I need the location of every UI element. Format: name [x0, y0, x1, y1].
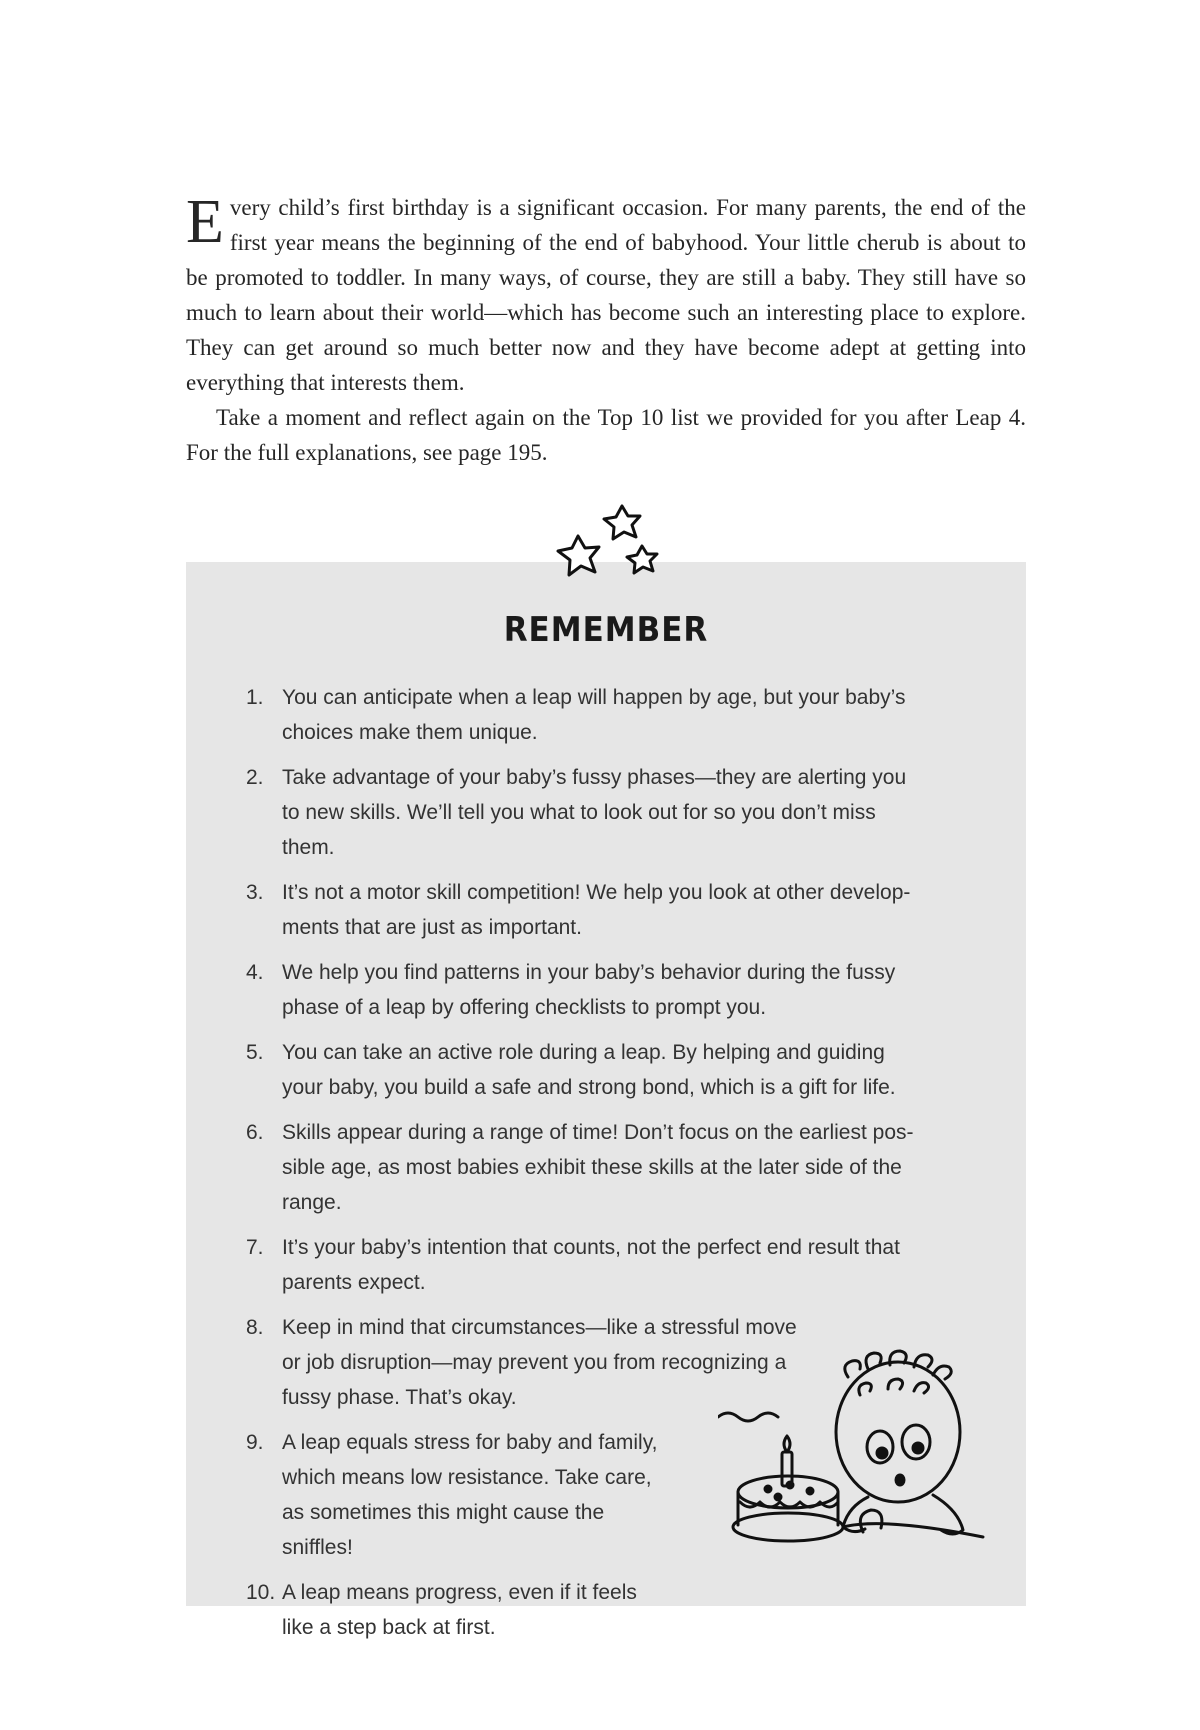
list-item-text: It’s not a motor skill competition! We help you look at other develop-ments that are just as important. — [282, 881, 911, 939]
list-item — [246, 1035, 926, 1105]
list-item-number: 10. — [246, 1581, 276, 1604]
list-item-number: 2. — [246, 766, 264, 789]
list-item — [246, 680, 926, 750]
stars-icon — [550, 500, 670, 600]
list-item — [246, 760, 926, 865]
list-item-text: Keep in mind that circumstances—like a stressful move or job disruption—may prevent you from recognizing a fussy phase. That’s okay. — [282, 1316, 797, 1409]
baby-with-birthday-cake-illustration — [718, 1297, 1008, 1567]
drop-cap: E — [186, 188, 224, 256]
list-item-number: 5. — [246, 1041, 264, 1064]
intro-paragraph-1-text: very child’s first birthday is a significant occasion. For many parents, the end of the first year means the beginning of the end of babyhood. Your little cherub is about to be promoted to toddler. In many ways, of course, they are still a baby. They still have so much to learn about their world—which has become such an interesting place to explore. They can get around so much better now and they have become adept at getting into everything that interests them. — [186, 195, 1026, 395]
list-item — [246, 875, 926, 945]
list-item-text: Take advantage of your baby’s fussy phases—they are alerting you to new skills. We’ll tell you what to look out for so you don’t miss them. — [282, 766, 907, 859]
list-item-text: A leap means progress, even if it feels like a step back at first. — [282, 1581, 637, 1639]
list-item-text: We help you find patterns in your baby’s behavior during the fussy phase of a leap by offering checklists to prompt you. — [282, 961, 896, 1019]
list-item — [246, 1425, 672, 1565]
list-item-text: You can anticipate when a leap will happen by age, but your baby’s choices make them unique. — [282, 686, 906, 744]
list-item — [246, 1115, 926, 1220]
list-item-number: 4. — [246, 961, 264, 984]
list-item-number: 8. — [246, 1316, 264, 1339]
list-item-number: 1. — [246, 686, 264, 709]
remember-title: REMEMBER — [503, 610, 709, 650]
list-item-number: 9. — [246, 1431, 264, 1454]
intro-paragraph-1 — [186, 190, 1026, 400]
list-item — [246, 1575, 672, 1645]
list-item — [246, 1230, 926, 1300]
intro-text — [186, 190, 1026, 470]
list-item-number: 3. — [246, 881, 264, 904]
list-item-text: It’s your baby’s intention that counts, not the perfect end result that parents expect. — [282, 1236, 900, 1294]
list-item — [246, 955, 926, 1025]
intro-paragraph-2: Take a moment and reflect again on the Top 10 list we provided for you after Leap 4. For the full explanations, see page 195. — [186, 405, 1026, 465]
list-item-text: A leap equals stress for baby and family, which means low resistance. Take care, as sometimes this might cause the sniffles! — [282, 1431, 658, 1559]
list-item-number: 7. — [246, 1236, 264, 1259]
remember-box — [186, 562, 1026, 1639]
list-item-text: You can take an active role during a leap. By helping and guiding your baby, you build a safe and strong bond, which is a gift for life. — [282, 1041, 896, 1099]
list-item-number: 6. — [246, 1121, 264, 1144]
list-item-text: Skills appear during a range of time! Don’t focus on the earliest pos-sible age, as most babies exhibit these skills at the later side of the range. — [282, 1121, 914, 1214]
